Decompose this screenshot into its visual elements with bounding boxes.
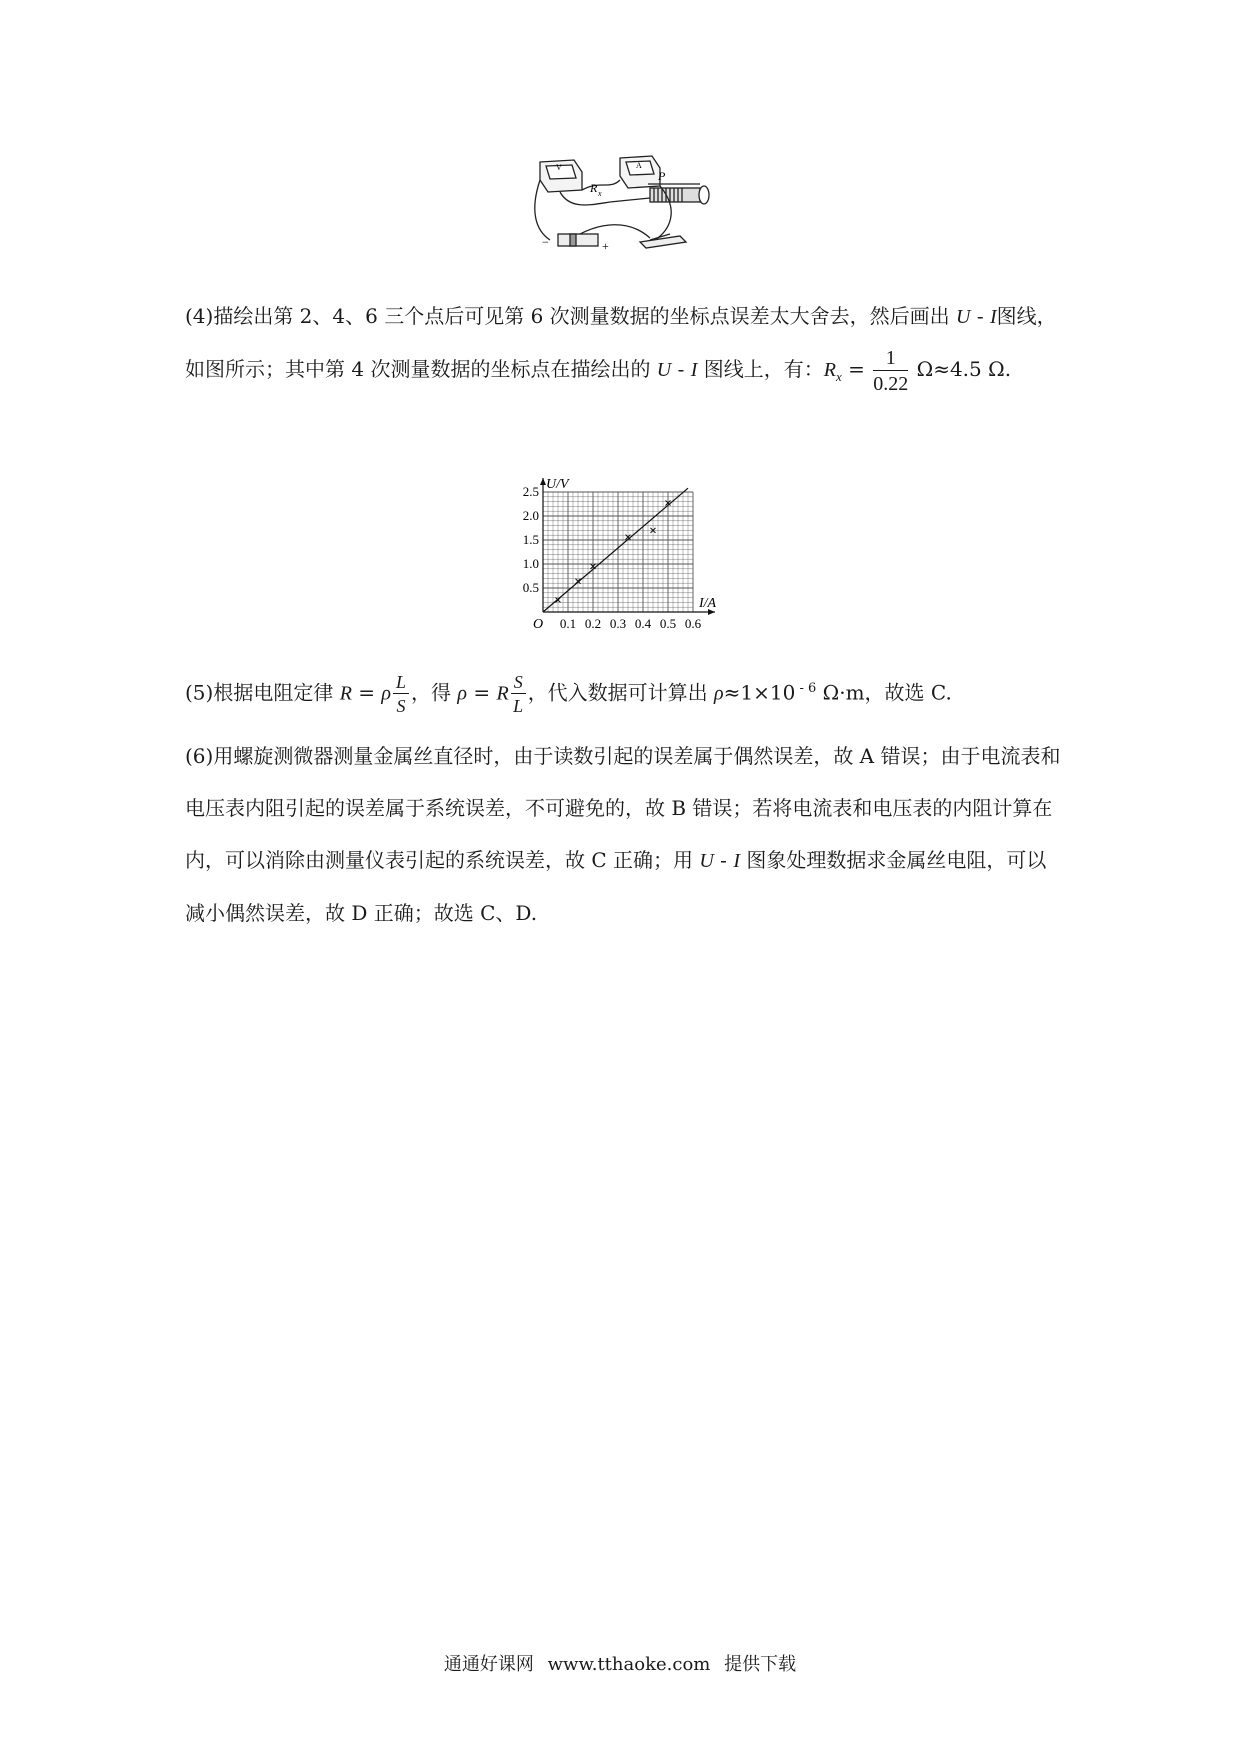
rx-label: R <box>590 181 598 195</box>
rx-sub-label: x <box>598 189 602 198</box>
para6-symbol-u: U <box>699 850 714 872</box>
fraction-denominator: 0.22 <box>873 372 909 395</box>
rho-symbol: ρ <box>381 682 391 705</box>
paragraph-5 <box>185 663 1065 720</box>
fraction-1-over-0.22 <box>873 348 908 394</box>
fraction-l: L <box>393 673 409 694</box>
rho-symbol-2: ρ <box>457 682 467 705</box>
voltmeter-symbol: V <box>556 163 562 172</box>
para4-symbol-u-2: U <box>656 359 672 381</box>
para5-value: ≈1×10 <box>723 680 796 705</box>
para4-dash: - <box>970 304 990 328</box>
chart-axes <box>540 478 715 615</box>
y-tick-label: 0.5 <box>522 580 539 595</box>
x-tick-label: 0.3 <box>609 616 627 631</box>
fraction-s: S <box>396 696 406 717</box>
x-tick-label: 0.2 <box>584 616 602 631</box>
para5-text-1: (5)根据电阻定律 <box>185 680 340 705</box>
para6-text-2: 图象处理数据求金属丝电阻，可以减小偶然误差，故 D 正确；故选 C、D. <box>185 848 1047 925</box>
para4-dash-2: - <box>671 357 691 381</box>
r-symbol: R <box>339 682 352 705</box>
y-tick-label: 2.0 <box>522 508 539 523</box>
circuit-figure <box>530 150 720 275</box>
x-tick-label: 0.1 <box>559 616 577 631</box>
paragraph-4 <box>185 290 1065 403</box>
page-footer <box>0 1650 1240 1676</box>
chart-ticks <box>523 484 702 631</box>
para5-text-3: ，代入数据可计算出 <box>527 680 715 705</box>
x-tick-label: 0.5 <box>659 616 677 631</box>
fraction-l-2: L <box>513 696 524 717</box>
rho-symbol-3: ρ <box>714 682 724 705</box>
y-tick-label: 1.0 <box>522 556 539 571</box>
para5-equals-1: = <box>351 680 382 705</box>
fraction-s-over-l <box>511 673 526 715</box>
fit-line <box>543 488 688 612</box>
rx-subscript: x <box>835 369 842 384</box>
para6-symbol-i: I <box>733 850 740 872</box>
y-axis-label: U/V <box>546 477 569 492</box>
para4-text-2: 图线，如图所示；其中第 4 次测量数据的坐标点在描绘出的 <box>185 304 1057 381</box>
r-symbol-2: R <box>496 682 509 705</box>
para4-symbol-i-2: I <box>690 359 698 381</box>
para6-text-1: (6)用螺旋测微器测量金属丝直径时，由于读数引起的误差属于偶然误差，故 A 错误；由于电流表和电压表内阻引起的误差属于系统误差，不可避免的，故 B 错误；若将电流表和电压表的内阻计算在内，可以消除由测量仪表引起的系统误差，故 C 正确；用 <box>185 744 1061 872</box>
footer-site-name: 通通好课网 <box>443 1654 534 1675</box>
slider-p-label: P <box>658 169 666 183</box>
battery-minus-label: − <box>542 235 549 249</box>
para5-text-end: Ω·m，故选 C. <box>816 680 952 705</box>
para4-symbol-i: I <box>989 306 997 328</box>
u-i-chart <box>495 472 755 644</box>
footer-url[interactable]: www.tthaoke.com <box>547 1654 711 1675</box>
origin-label: O <box>533 617 544 632</box>
para6-dash: - <box>713 848 734 872</box>
para5-equals-2: = <box>466 680 497 705</box>
para4-result: Ω≈4.5 Ω. <box>910 357 1012 381</box>
equals-sign: = <box>841 357 872 381</box>
paragraph-6 <box>185 730 1065 939</box>
fraction-l-over-s <box>393 673 409 715</box>
footer-download-text: 提供下载 <box>724 1654 797 1675</box>
ammeter-symbol: A <box>636 161 642 170</box>
fraction-numerator: 1 <box>873 348 908 371</box>
y-tick-label: 2.5 <box>522 484 539 499</box>
rx-symbol: R <box>823 359 836 381</box>
fraction-s-2: S <box>511 673 526 694</box>
para4-text-1: (4)描绘出第 2、4、6 三个点后可见第 6 次测量数据的坐标点误差太大舍去，然后画出 <box>185 304 957 328</box>
x-axis-label: I/A <box>699 596 717 611</box>
x-tick-label: 0.4 <box>634 616 652 631</box>
chart-grid <box>543 492 693 612</box>
battery-plus-label: + <box>602 239 609 253</box>
y-tick-label: 1.5 <box>522 532 539 547</box>
x-tick-label: 0.6 <box>684 616 702 631</box>
para4-text-3: 图线上，有： <box>697 357 824 381</box>
exponent: - 6 <box>795 681 817 696</box>
para5-text-2: ，得 <box>411 680 458 705</box>
para4-symbol-u: U <box>956 306 971 328</box>
